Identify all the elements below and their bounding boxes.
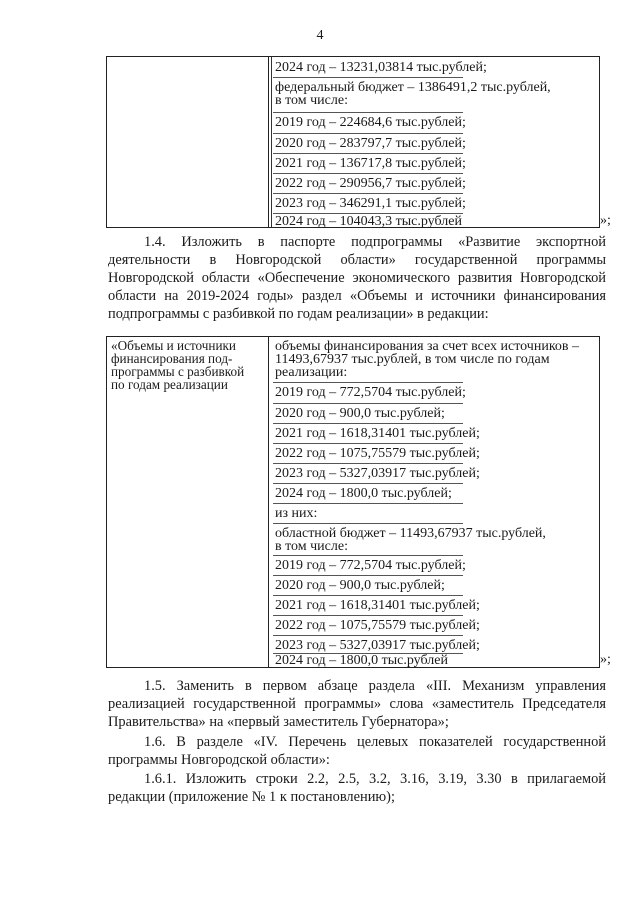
funding-row: 2021 год – 136717,8 тыс.рублей; [275, 156, 466, 171]
row-divider [273, 112, 463, 113]
row-divider [273, 503, 463, 504]
funding-table-continued [106, 56, 600, 228]
funding-row: 2023 год – 5327,03917 тыс.рублей; [275, 466, 480, 481]
row-divider [273, 575, 463, 576]
funding-row: областной бюджет – 11493,67937 тыс.рублей, в том числе: [275, 526, 546, 554]
funding-row: 2023 год – 5327,03917 тыс.рублей; [275, 638, 480, 653]
funding-table [106, 336, 600, 668]
funding-row: 2019 год – 224684,6 тыс.рублей; [275, 115, 466, 130]
funding-row: 2022 год – 290956,7 тыс.рублей; [275, 176, 466, 191]
funding-row: 2024 год – 1800,0 тыс.рублей; [275, 486, 452, 501]
row-divider [273, 153, 463, 154]
funding-row: 2024 год – 104043,3 тыс.рублей [275, 214, 462, 229]
funding-row: 2022 год – 1075,75579 тыс.рублей; [275, 446, 480, 461]
funding-row: 2021 год – 1618,31401 тыс.рублей; [275, 426, 480, 441]
row-divider [273, 595, 463, 596]
funding-row: 2024 год – 1800,0 тыс.рублей [275, 653, 448, 668]
paragraph-1-5: 1.5. Заменить в первом абзаце раздела «III. Механизм управления реализацией государственной программы» слова «заместитель Председателя Правительства» на «первый заместитель Губернатора»; [108, 678, 606, 730]
row-divider [273, 403, 463, 404]
funding-row: 2020 год – 900,0 тыс.рублей; [275, 406, 445, 421]
funding-row: 2022 год – 1075,75579 тыс.рублей; [275, 618, 480, 633]
row-divider [273, 443, 463, 444]
funding-row: 2019 год – 772,5704 тыс.рублей; [275, 385, 466, 400]
table-left-label: «Объемы и источники финансирования под- программы с разбивкой по годам реализации [111, 338, 245, 392]
funding-row: 2020 год – 900,0 тыс.рублей; [275, 578, 445, 593]
row-divider [273, 615, 463, 616]
row-divider [273, 193, 463, 194]
funding-row: 2020 год – 283797,7 тыс.рублей; [275, 136, 466, 151]
funding-row: из них: [275, 506, 318, 521]
row-divider [273, 173, 463, 174]
row-divider [273, 133, 463, 134]
row-divider [273, 463, 463, 464]
row-divider [273, 77, 463, 78]
closing-quote: »; [600, 213, 611, 228]
funding-row: 2019 год – 772,5704 тыс.рублей; [275, 558, 466, 573]
row-divider [273, 555, 463, 556]
paragraph-1-6: 1.6. В разделе «IV. Перечень целевых показателей государственной программы Новгородской области»: [108, 734, 606, 768]
funding-row: объемы финансирования за счет всех источников – 11493,67937 тыс.рублей, в том числе по годам реализации: [275, 339, 580, 380]
funding-row: федеральный бюджет – 1386491,2 тыс.рублей, в том числе: [275, 80, 551, 108]
table-left-cell [107, 337, 269, 667]
row-divider [273, 423, 463, 424]
funding-row: 2021 год – 1618,31401 тыс.рублей; [275, 598, 480, 613]
row-divider [273, 635, 463, 636]
cell-divider [271, 57, 272, 227]
paragraph-1-4: 1.4. Изложить в паспорте подпрограммы «Развитие экспортной деятельности в Новгородской области» государственной программы Новгородской области «Обеспечение экономического развития Новгородской области на 2019-2024 годы» раздел «Объемы и источники финансирования подпрограммы с разбивкой по годам реализации» в редакции: [108, 234, 606, 322]
paragraph-1-6-1: 1.6.1. Изложить строки 2.2, 2.5, 3.2, 3.16, 3.19, 3.30 в прилагаемой редакции (приложение № 1 к постановлению); [108, 771, 606, 805]
row-divider [273, 483, 463, 484]
funding-row: 2023 год – 346291,1 тыс.рублей; [275, 196, 466, 211]
funding-row: 2024 год – 13231,03814 тыс.рублей; [275, 60, 487, 75]
table-left-cell [107, 57, 269, 227]
row-divider [273, 523, 463, 524]
row-divider [273, 382, 463, 383]
page-number: 4 [316, 28, 324, 43]
closing-quote: »; [600, 652, 611, 667]
